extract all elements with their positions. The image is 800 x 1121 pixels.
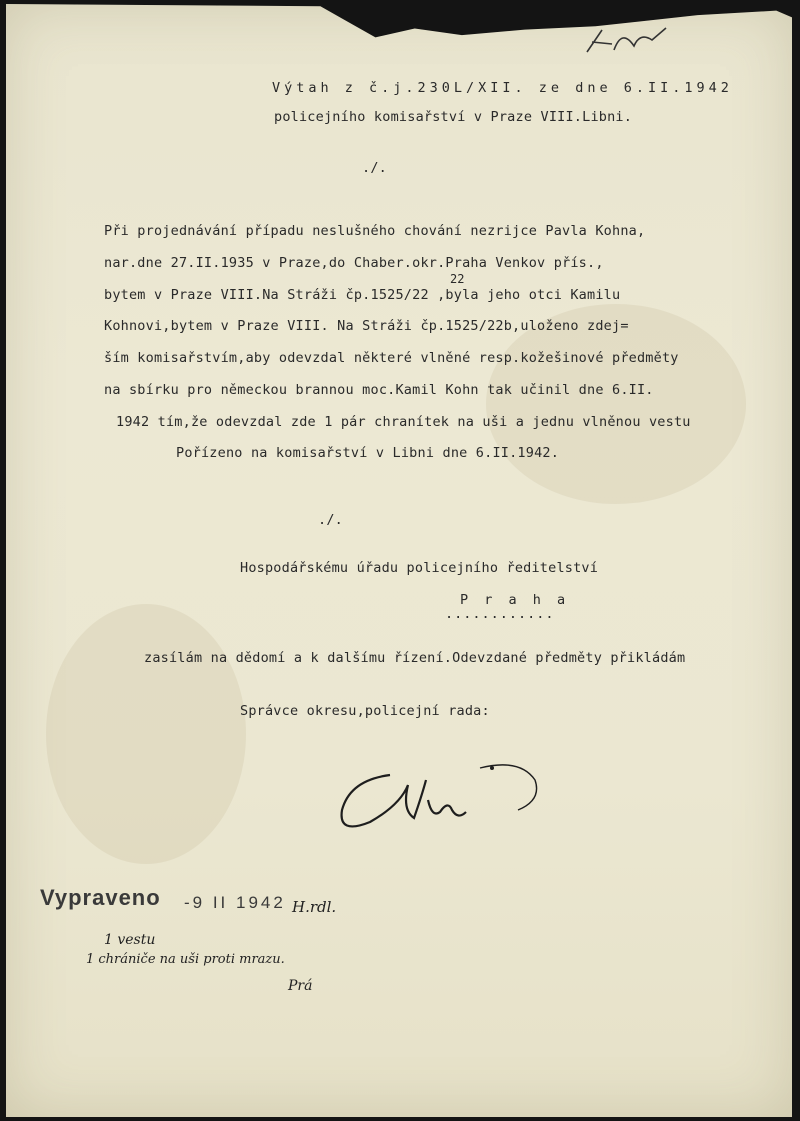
handwritten-initials: H.rdl. <box>292 898 337 916</box>
closing-line: zasílám na dědomí a k dalšímu řízení.Odevzdané předměty přikládám <box>144 650 686 666</box>
overstrike-number: 22 <box>450 272 465 286</box>
body-line-1: Při projednávání případu neslušného chování nezrijce Pavla Kohna, <box>104 223 646 239</box>
handwritten-note-3: Prá <box>288 978 313 994</box>
dispatch-stamp-date: -9 II 1942 <box>184 893 286 912</box>
separator-top: ./. <box>362 160 387 176</box>
handwritten-note-1: 1 vestu <box>104 932 156 948</box>
body-line-4: Kohnovi,bytem v Praze VIII. Na Stráži čp.1525/22b,uloženo zdej= <box>104 318 629 334</box>
addressee-underline: ............ <box>445 606 555 622</box>
paper-stain <box>46 604 246 864</box>
signature-image <box>330 740 550 850</box>
header-line-2: policejního komisařství v Praze VIII.Libni. <box>274 109 633 125</box>
corner-scribble-icon <box>582 22 672 62</box>
signatory-title: Správce okresu,policejní rada: <box>240 703 490 719</box>
body-line-5: ším komisařstvím,aby odevzdal některé vlněné resp.kožešinové předměty <box>104 350 679 366</box>
body-line-8: Pořízeno na komisařství v Libni dne 6.II.1942. <box>176 445 560 461</box>
body-line-3: bytem v Praze VIII.Na Stráži čp.1525/22 ,byla jeho otci Kamilu <box>104 287 621 303</box>
addressee-city: P r a h a <box>460 592 570 608</box>
header-line-1: Výtah z č.j.230L/XII. ze dne 6.II.1942 <box>272 80 733 96</box>
addressee-office: Hospodářskému úřadu policejního ředitelství <box>240 560 599 576</box>
body-line-2: nar.dne 27.II.1935 v Praze,do Chaber.okr.Praha Venkov přís., <box>104 255 604 271</box>
dispatch-stamp: Vypraveno <box>40 885 161 910</box>
paper-stain <box>486 304 746 504</box>
body-line-7: 1942 tím,že odevzdal zde 1 pár chranítek na uši a jednu vlněnou vestu <box>116 414 691 430</box>
separator-bottom: ./. <box>318 512 343 528</box>
handwritten-note-2: 1 chrániče na uši proti mrazu. <box>86 952 285 967</box>
body-line-6: na sbírku pro německou brannou moc.Kamil Kohn tak učinil dne 6.II. <box>104 382 654 398</box>
